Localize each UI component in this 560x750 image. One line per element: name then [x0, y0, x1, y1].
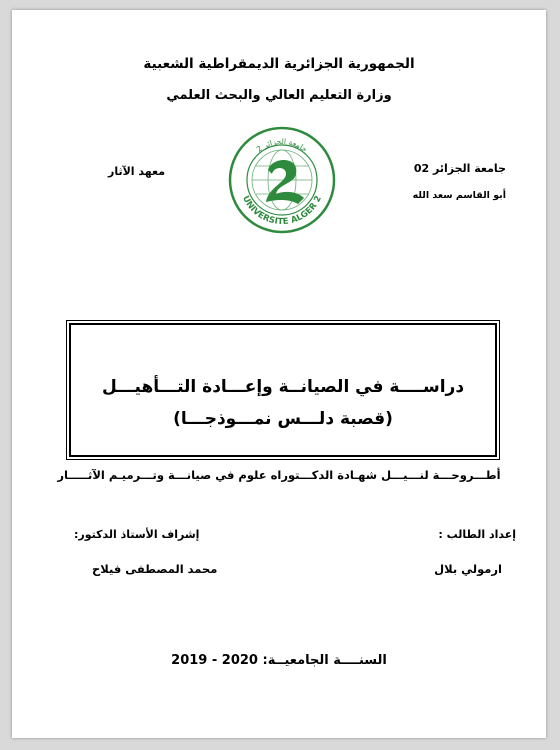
title-box: [69, 323, 497, 457]
ministry-heading: وزارة التعليم العالي والبحث العلمي: [166, 88, 392, 103]
thesis-subtitle: (قصبة دلـــس نمـــوذجـــا): [173, 409, 393, 429]
supervisor-label: إشراف الأستاذ الدكتور:: [74, 528, 200, 541]
republic-heading: الجمهورية الجزائرية الديمقراطية الشعبية: [143, 56, 415, 72]
institute-name: معهد الآثار: [108, 165, 166, 178]
seal-latin-text: UNIVERSITE ALGER 2: [240, 194, 324, 228]
academic-year: [12, 653, 546, 668]
student-name: ارمولي بلال: [434, 562, 502, 576]
thesis-degree-line: أطـــروحـــة لنـــيـــل شهـادة الدكـــتوراه علوم في صيانـــة وتـــرميـم الآثـــــار: [57, 468, 501, 482]
thesis-title: دراســــة في الصيانــة وإعـــادة التـــأهيـــل: [101, 377, 465, 397]
university-name: جامعة الجزائر 02: [413, 162, 506, 175]
academic-year-value: 2019 - 2020: [171, 653, 258, 668]
academic-year-label: السنــــة الجامعيــة:: [262, 653, 387, 668]
supervisor-name: محمد المصطفى فيلاح: [92, 562, 218, 576]
seal-arabic-text: جامعة الجزائر 2: [254, 136, 310, 154]
university-subname: أبو القاسم سعد الله: [412, 190, 506, 201]
university-seal-icon: [228, 126, 336, 234]
prepared-by-label: إعداد الطالب :: [438, 528, 516, 541]
document-page: [12, 10, 546, 738]
